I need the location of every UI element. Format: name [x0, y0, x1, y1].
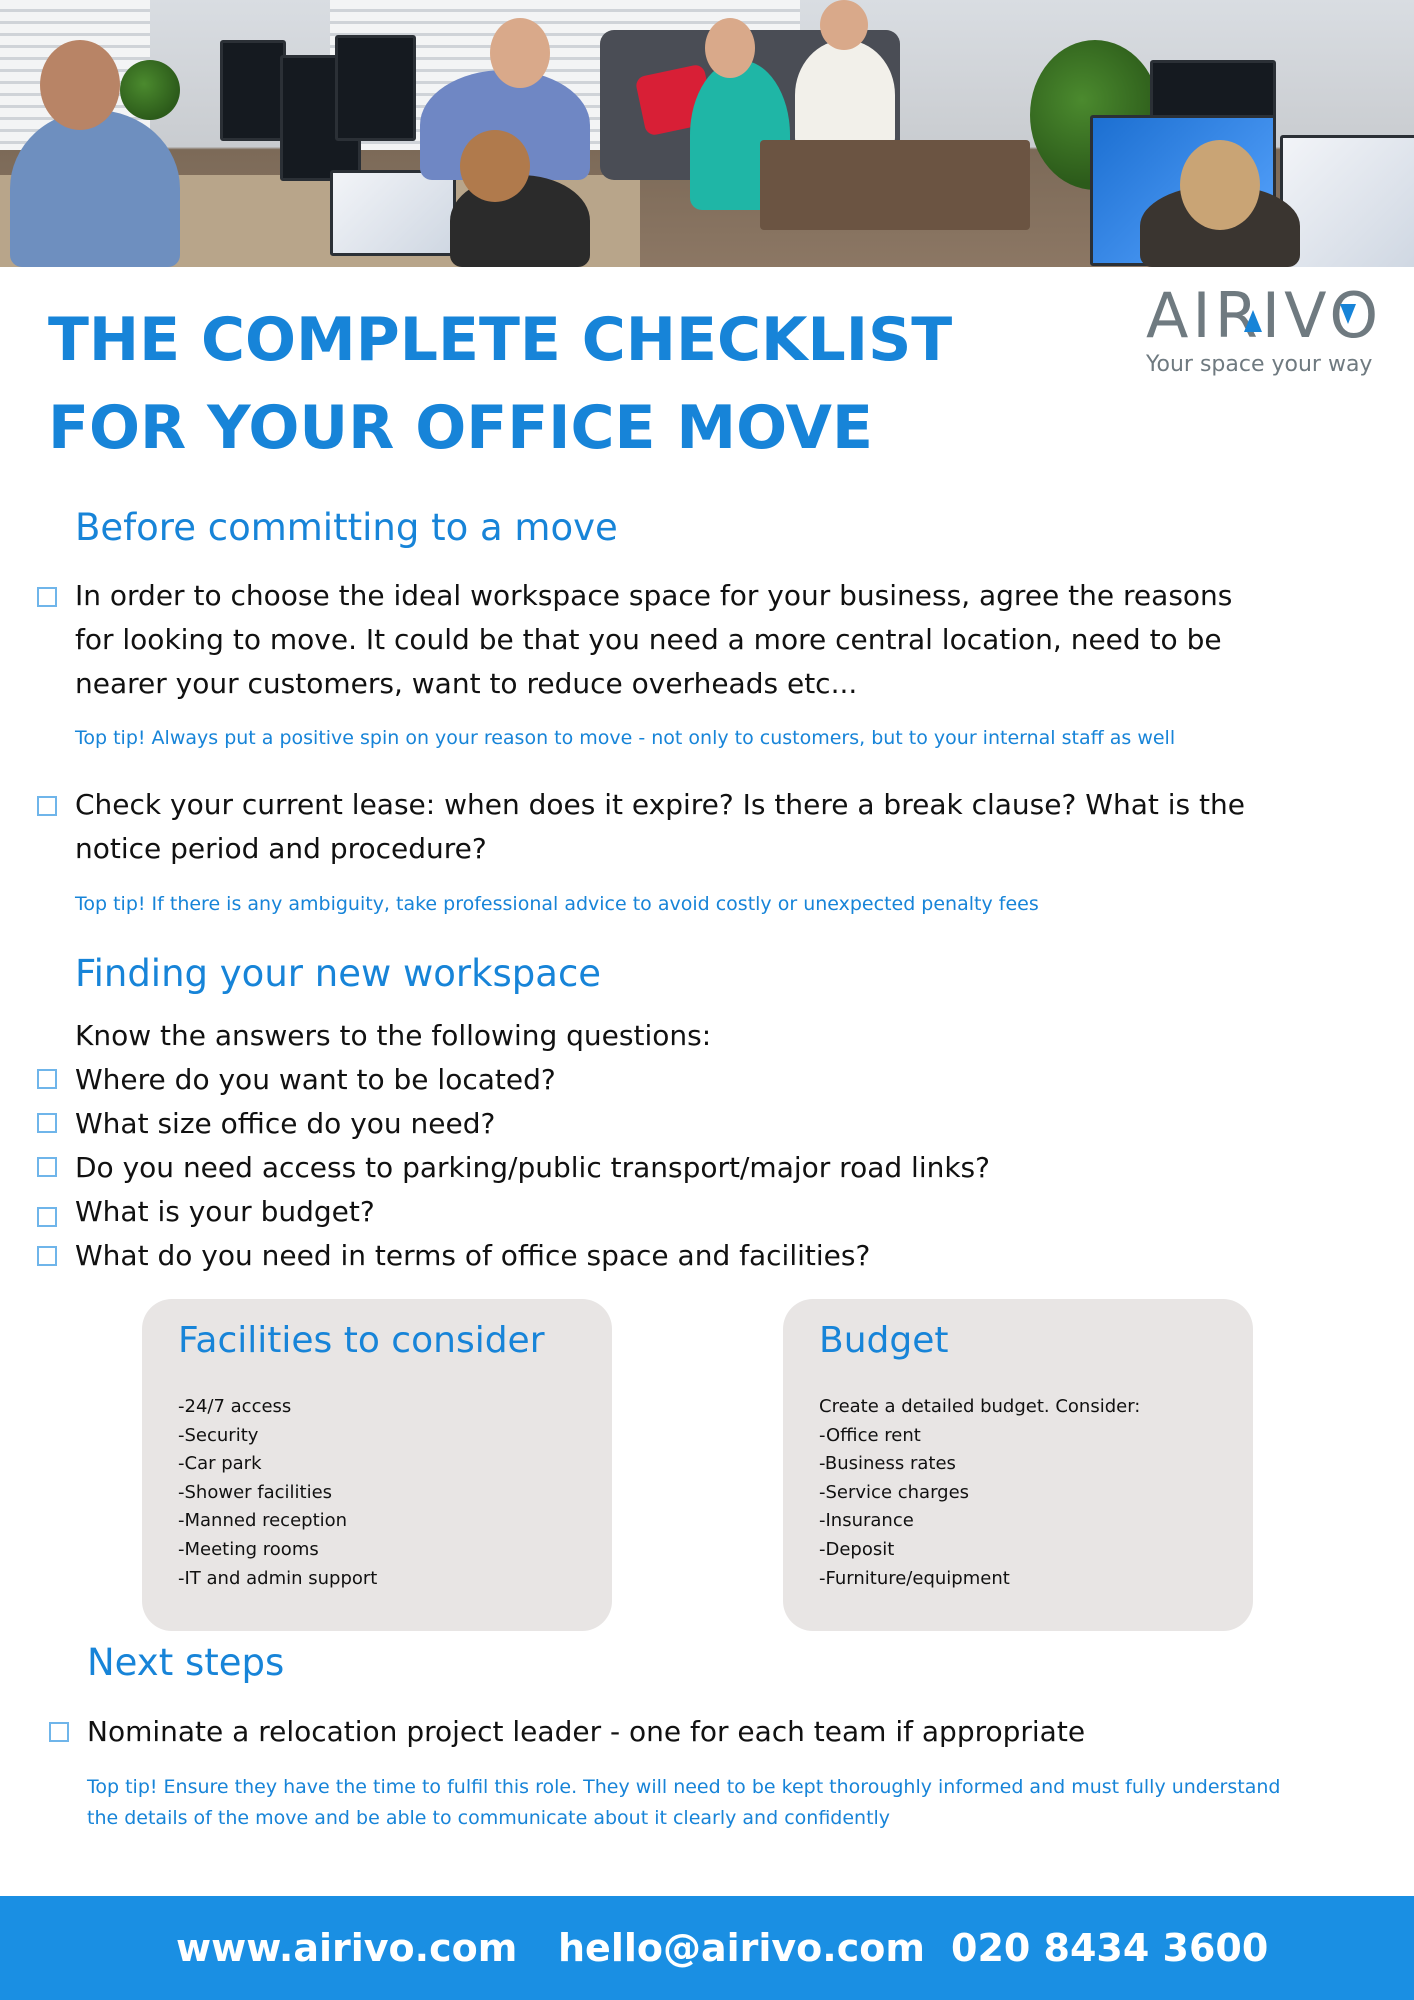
question-access: Do you need access to parking/public transport/major road links? — [75, 1151, 991, 1184]
logo-tagline: Your space your way — [1146, 352, 1373, 377]
footer-website-link[interactable]: www.airivo.com — [176, 1926, 518, 1970]
budget-intro: Create a detailed budget. Consider: — [819, 1396, 1141, 1417]
checkbox-icon[interactable] — [37, 1069, 57, 1089]
budget-item: -Furniture/equipment — [819, 1567, 1010, 1589]
facility-item: -Meeting rooms — [178, 1538, 319, 1560]
footer-email-link[interactable]: hello@airivo.com — [558, 1926, 925, 1970]
question-size: What size office do you need? — [75, 1107, 496, 1140]
facilities-box — [142, 1299, 612, 1631]
questions-intro: Know the answers to the following questions: — [75, 1019, 712, 1052]
budget-item: -Business rates — [819, 1453, 956, 1475]
page-title — [48, 296, 1048, 472]
facility-item: -Car park — [178, 1453, 262, 1475]
page-title-line-2: FOR YOUR OFFICE MOVE — [48, 393, 873, 463]
question-budget: What is your budget? — [75, 1195, 375, 1228]
facility-item: -Manned reception — [178, 1510, 348, 1532]
budget-item: -Insurance — [819, 1510, 914, 1532]
page-title-line-1: THE COMPLETE CHECKLIST — [48, 305, 953, 375]
section-heading-next-steps: Next steps — [87, 1641, 285, 1684]
checkbox-icon[interactable] — [37, 1246, 57, 1266]
checkbox-icon[interactable] — [37, 1207, 57, 1227]
budget-item: -Service charges — [819, 1481, 970, 1503]
budget-item: -Office rent — [819, 1424, 921, 1446]
budget-box — [783, 1299, 1253, 1631]
checklist-item-lease: Check your current lease: when does it expire? Is there a break clause? What is the notice period and procedure? — [75, 788, 1245, 865]
checkbox-icon[interactable] — [37, 1113, 57, 1133]
facilities-list — [178, 1393, 578, 1593]
budget-list — [819, 1422, 1219, 1594]
footer-phone[interactable]: 020 8434 3600 — [951, 1926, 1269, 1970]
logo-wordmark: AIRIVO — [1146, 279, 1383, 352]
facility-item: -Shower facilities — [178, 1481, 333, 1503]
logo-accent-v-icon — [1340, 304, 1356, 324]
checkbox-icon[interactable] — [49, 1722, 69, 1742]
question-location: Where do you want to be located? — [75, 1063, 556, 1096]
checkbox-icon[interactable] — [37, 1157, 57, 1177]
hero-office-photo — [0, 0, 1414, 267]
checkbox-icon[interactable] — [37, 587, 57, 607]
budget-title: Budget — [819, 1320, 949, 1361]
section-heading-finding: Finding your new workspace — [75, 952, 602, 995]
facility-item: -24/7 access — [178, 1396, 292, 1417]
checklist-item-project-leader: Nominate a relocation project leader - one for each team if appropriate — [87, 1715, 1086, 1748]
budget-item: -Deposit — [819, 1538, 895, 1560]
facility-item: -IT and admin support — [178, 1567, 378, 1589]
top-tip-reasons: Top tip! Always put a positive spin on your reason to move - not only to customers, but to your internal staff as well — [75, 727, 1176, 749]
section-heading-before: Before committing to a move — [75, 506, 618, 549]
question-facilities: What do you need in terms of office space and facilities? — [75, 1239, 871, 1272]
top-tip-project-leader: Top tip! Ensure they have the time to fulfil this role. They will need to be kept thoroughly informed and must fully understand the details of the move and be able to communicate about it clearly and confidently — [87, 1776, 1281, 1829]
checklist-item-reasons: In order to choose the ideal workspace space for your business, agree the reasons for looking to move. It could be that you need a more central location, need to be nearer your customers, want to reduce overheads etc... — [75, 579, 1233, 700]
facility-item: -Security — [178, 1424, 259, 1446]
facilities-title: Facilities to consider — [178, 1320, 545, 1361]
checkbox-icon[interactable] — [37, 796, 57, 816]
top-tip-lease: Top tip! If there is any ambiguity, take professional advice to avoid costly or unexpected penalty fees — [75, 893, 1039, 915]
contact-footer — [0, 1896, 1414, 2000]
logo-accent-a-icon — [1244, 310, 1262, 332]
airivo-logo — [1146, 279, 1386, 377]
